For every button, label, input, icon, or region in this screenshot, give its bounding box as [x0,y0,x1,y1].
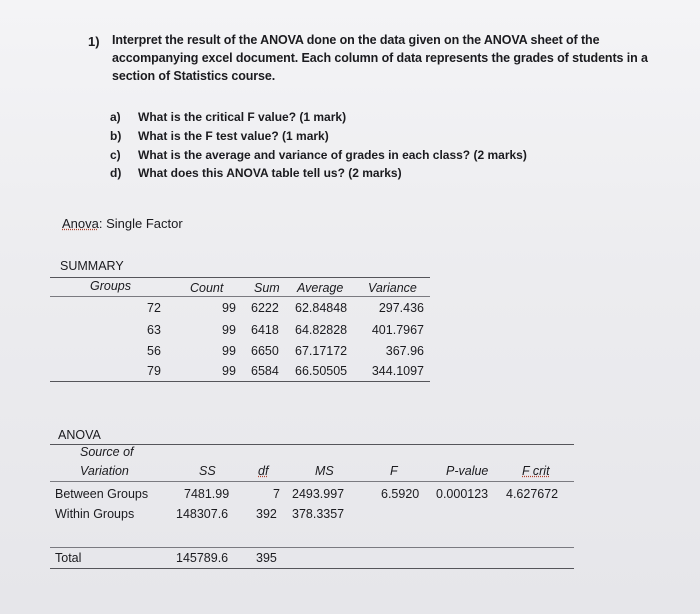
anova-header-rule [50,481,574,482]
anova-header-pvalue: P-value [446,464,489,478]
table-row-variance: 297.436 [378,301,424,315]
anova-title-word: Anova [62,216,99,231]
table-row-variance: 344.1097 [371,364,424,378]
anova-between-df: 7 [273,487,280,501]
anova-within-df: 392 [256,507,277,521]
summary-header-variance: Variance [368,281,417,295]
summary-bottom-rule [50,381,430,382]
table-row-average: 66.50505 [295,364,348,378]
question-line-3: section of Statistics course. [112,69,276,83]
table-row-group: 72 [147,301,161,315]
subquestion-c-label: c) [110,148,121,162]
anova-between-fcrit: 4.627672 [506,487,559,501]
anova-between-pvalue: 0.000123 [436,487,489,501]
anova-total-name: Total [55,551,82,565]
summary-header-rule [50,296,430,297]
anova-title-rest: : Single Factor [98,216,183,231]
table-row-group: 79 [147,364,161,378]
anova-within-ms: 378.3357 [292,507,345,521]
anova-header-fcrit: F crit [522,464,550,478]
table-row-sum: 6650 [251,344,279,358]
subquestion-a-text: What is the critical F value? (1 mark) [138,110,347,124]
anova-title [62,216,183,231]
table-row-count: 99 [222,301,236,315]
question-line-2: accompanying excel document. Each column of data represents the grades of students in a [112,51,648,65]
question-number: 1) [88,34,100,49]
summary-top-rule [50,277,430,278]
table-row-group: 56 [147,344,161,358]
anova-between-f: 6.5920 [381,487,420,501]
table-row-count: 99 [222,364,236,378]
anova-total-rule [50,547,574,548]
summary-label: SUMMARY [60,259,124,273]
summary-header-count: Count [190,281,224,295]
table-row-group: 63 [147,323,161,337]
summary-header-sum: Sum [254,281,280,295]
table-row-count: 99 [222,323,236,337]
anova-total-df: 395 [256,551,277,565]
anova-header-ms: MS [315,464,334,478]
table-row-sum: 6222 [251,301,279,315]
table-row-variance: 367.96 [385,344,424,358]
table-row-average: 64.82828 [295,323,348,337]
table-row-variance: 401.7967 [371,323,424,337]
subquestion-b-label: b) [110,129,122,143]
table-row-sum: 6584 [251,364,279,378]
table-row-count: 99 [222,344,236,358]
anova-within-name: Within Groups [55,507,135,521]
subquestion-a-label: a) [110,110,121,124]
anova-header-f: F [390,464,398,478]
anova-label: ANOVA [58,428,101,442]
table-row-average: 62.84848 [295,301,348,315]
anova-header-source-2: Variation [80,464,129,478]
anova-header-ss: SS [199,464,216,478]
subquestion-d-text: What does this ANOVA table tell us? (2 marks) [138,166,402,180]
summary-header-groups: Groups [90,279,131,293]
anova-between-name: Between Groups [55,487,149,501]
summary-header-average: Average [297,281,344,295]
anova-between-ms: 2493.997 [292,487,345,501]
table-row-average: 67.17172 [295,344,348,358]
subquestion-c-text: What is the average and variance of grades in each class? (2 marks) [138,148,527,162]
subquestion-b-text: What is the F test value? (1 mark) [138,129,329,143]
anova-total-ss: 145789.6 [176,551,229,565]
question-line-1: Interpret the result of the ANOVA done on the data given on the ANOVA sheet of the [112,33,600,47]
anova-header-source-1: Source of [80,445,134,459]
subquestion-d-label: d) [110,166,122,180]
anova-within-ss: 148307.6 [176,507,229,521]
anova-bottom-rule [50,568,574,569]
table-row-sum: 6418 [251,323,279,337]
anova-between-ss: 7481.99 [184,487,230,501]
anova-header-df: df [258,464,269,478]
